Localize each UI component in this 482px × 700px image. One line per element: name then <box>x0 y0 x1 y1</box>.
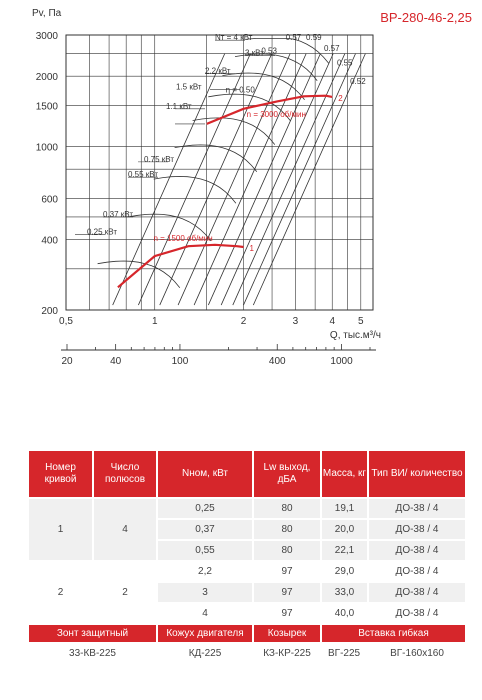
system-line <box>253 54 365 306</box>
x-tick-label: 1 <box>151 316 158 327</box>
lw-cell: 80 <box>254 541 320 560</box>
vi-cell: ДО-38 / 4 <box>369 583 465 602</box>
power-label: 1.5 кВт <box>176 82 202 92</box>
secondary-tick-label: 40 <box>110 356 122 367</box>
efficiency-label: 0.59 <box>306 32 322 42</box>
efficiency-label: 0.53 <box>261 46 277 56</box>
y-tick-label: 3000 <box>35 31 58 42</box>
power-cell: 3 <box>158 583 252 602</box>
fan-pressure-curve <box>154 177 236 204</box>
power-cell: 2,2 <box>158 562 252 581</box>
lw-cell: 97 <box>254 562 320 581</box>
efficiency-label: 0.52 <box>350 77 366 87</box>
lw-cell: 80 <box>254 499 320 518</box>
power-cell: 0,55 <box>158 541 252 560</box>
vi-cell: ДО-38 / 4 <box>369 562 465 581</box>
power-label: 0.37 кВт <box>103 209 134 219</box>
secondary-tick-label: 100 <box>171 356 189 367</box>
chart-title: ВР-280-46-2,25 <box>380 10 472 25</box>
mass-cell: 40,0 <box>322 604 367 623</box>
acc-value-cover: КД-225 <box>158 644 252 663</box>
lw-cell: 80 <box>254 520 320 539</box>
efficiency-label: η = 0.50 <box>225 85 255 95</box>
grid <box>61 32 376 350</box>
fan-pressure-curve <box>235 54 317 81</box>
power-cell: 0,37 <box>158 520 252 539</box>
mass-cell: 22,1 <box>322 541 367 560</box>
series-name-label-2: 2 <box>338 93 343 103</box>
system-line <box>243 54 355 306</box>
vi-cell: ДО-38 / 4 <box>369 520 465 539</box>
table-row <box>29 562 465 581</box>
secondary-tick-label: 1000 <box>330 356 353 367</box>
fan-pressure-curve <box>193 118 275 145</box>
y-tick-label: 1000 <box>35 142 58 154</box>
series-name-label-1: 1 <box>249 243 254 253</box>
acc-header-cover: Кожух двигателя <box>158 625 252 642</box>
x-axis-label: Q, тыс.м³/ч <box>329 330 381 341</box>
accessories-value-row <box>29 644 465 663</box>
x-tick-label: 3 <box>292 316 299 327</box>
power-label: 0.25 кВт <box>87 227 118 237</box>
table-row <box>29 499 465 518</box>
y-tick-label: 1500 <box>35 101 58 113</box>
mass-cell: 33,0 <box>322 583 367 602</box>
vi-cell: ДО-38 / 4 <box>369 541 465 560</box>
specs-table <box>27 449 467 665</box>
vi-cell: ДО-38 / 4 <box>369 604 465 623</box>
efficiency-label: 0.57 <box>323 44 340 54</box>
fan-curve-grid <box>75 38 365 305</box>
table-header-row <box>29 451 465 497</box>
power-cell: 4 <box>158 604 252 623</box>
power-label: 1.1 кВт <box>166 101 192 111</box>
acc-header-insert: Вставка гибкая <box>322 625 465 642</box>
poles-cell: 4 <box>94 499 156 560</box>
tick-labels <box>36 31 364 367</box>
header-vi: Тип ВИ/ количество <box>369 451 465 497</box>
poles-cell: 2 <box>94 562 156 623</box>
acc-value-visor: КЗ-КР-225 <box>254 644 320 663</box>
acc-header-umbrella: Зонт защитный <box>29 625 156 642</box>
acc-value-insert-b: ВГ-160х160 <box>369 644 465 663</box>
efficiency-label: 0.55 <box>336 58 353 68</box>
header-mass: Масса, кг <box>322 451 367 497</box>
curve-number-cell: 1 <box>29 499 92 560</box>
y-tick-label: 600 <box>41 194 58 206</box>
x-tick-label: 0,5 <box>59 316 73 327</box>
y-axis-label: Pv, Па <box>32 8 62 19</box>
efficiency-label: 0.57 <box>285 32 302 42</box>
y-tick-label: 2000 <box>35 72 58 84</box>
rpm-annotation-2: n = 3000 об/мин <box>246 109 306 119</box>
vi-cell: ДО-38 / 4 <box>369 499 465 518</box>
header-poles: Число полюсов <box>94 451 156 497</box>
header-lw: Lw выход, дБА <box>254 451 320 497</box>
y-tick-label: 400 <box>41 235 58 247</box>
header-power: Nном, кВт <box>158 451 252 497</box>
power-label: 3 кВт <box>245 48 264 58</box>
y-tick-label: 200 <box>41 306 58 317</box>
curve-number-cell: 2 <box>29 562 92 623</box>
x-tick-label: 5 <box>358 316 364 327</box>
mass-cell: 20,0 <box>322 520 367 539</box>
rpm-annotation-1: n = 1500 об/мин <box>153 233 213 243</box>
mass-cell: 29,0 <box>322 562 367 581</box>
acc-value-umbrella: 33-КВ-225 <box>29 644 156 663</box>
header-curve: Номер кривой <box>29 451 92 497</box>
x-tick-label: 2 <box>240 316 247 327</box>
x-tick-label: 4 <box>329 316 336 327</box>
mass-cell: 19,1 <box>322 499 367 518</box>
power-label-4kw: Nт = 4 кВт <box>215 33 253 43</box>
acc-header-visor: Козырек <box>254 625 320 642</box>
fan-pressure-curve <box>98 261 180 288</box>
lw-cell: 97 <box>254 583 320 602</box>
power-label: 0.55 кВт <box>128 170 159 180</box>
accessories-header-row <box>29 625 465 642</box>
power-label: 2.2 кВт <box>205 66 231 76</box>
curve-labels <box>87 33 366 253</box>
fan-pressure-curve <box>175 145 257 172</box>
system-line <box>113 54 225 306</box>
power-label: 0.75 кВт <box>144 154 175 164</box>
secondary-tick-label: 400 <box>268 356 286 367</box>
lw-cell: 97 <box>254 604 320 623</box>
secondary-tick-label: 20 <box>61 356 73 367</box>
power-cell: 0,25 <box>158 499 252 518</box>
acc-value-insert-a: ВГ-225 <box>322 644 367 663</box>
